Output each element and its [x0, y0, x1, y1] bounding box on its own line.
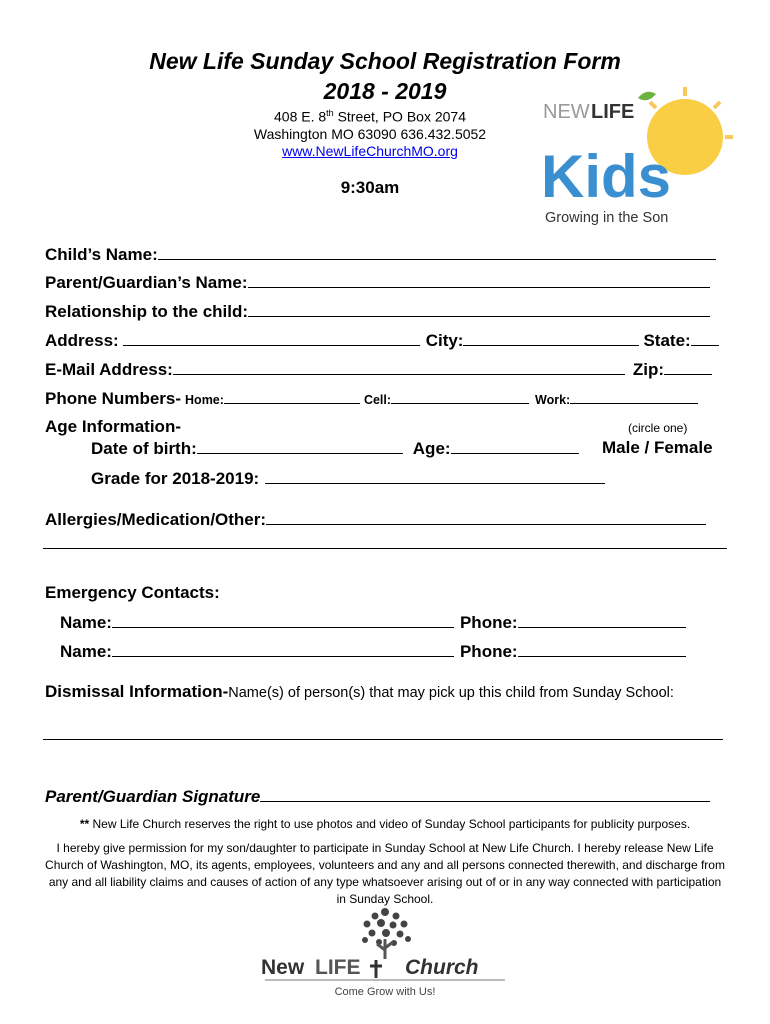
emergency-heading: Emergency Contacts:	[45, 583, 220, 602]
dob-field[interactable]	[197, 438, 403, 454]
home-label: Home:	[185, 393, 224, 407]
permission-text: I hereby give permission for my son/daughter to participate in Sunday School at New Life Church. I hereby release New Life Church of Washington, MO, its agents, employees, volunteers and any and all persons connected therewith, and discharge from any and all liability claims and causes of action of any type whatsoever arising out of or in any way connected with participation in Sunday School.	[45, 841, 725, 906]
church-logo-new: New	[261, 956, 305, 979]
street-address: 408 E. 8th Street, PO Box 2074	[274, 108, 466, 125]
emergency-contact-2	[60, 641, 686, 662]
signature-label: Parent/Guardian Signature	[45, 787, 261, 806]
email-field[interactable]	[173, 359, 625, 375]
dob-row	[91, 438, 579, 459]
signature-field[interactable]	[260, 786, 710, 802]
zip-label: Zip:	[632, 360, 664, 379]
city-field[interactable]	[463, 330, 639, 346]
logo-new: NEW	[543, 101, 590, 123]
form-title: New Life Sunday School Registration Form	[149, 48, 621, 74]
address-row	[45, 330, 719, 351]
dismissal-label: Dismissal Information-	[45, 682, 229, 701]
email-label: E-Mail Address:	[45, 360, 173, 379]
emergency-phone-1-field[interactable]	[518, 612, 686, 628]
allergies-label: Allergies/Medication/Other:	[45, 510, 267, 529]
circle-one-hint: (circle one)	[628, 421, 688, 435]
church-logo-graphic	[255, 904, 515, 1004]
church-logo-life: LIFE	[315, 956, 361, 979]
relationship-row	[45, 301, 710, 322]
signature-row	[45, 786, 710, 807]
new-life-church-logo	[255, 904, 515, 1004]
dob-label: Date of birth:	[91, 439, 197, 458]
emergency-phone-2-field[interactable]	[518, 641, 686, 657]
phone-row	[45, 388, 698, 409]
emergency-phone-1-label: Phone:	[459, 613, 518, 632]
emergency-phone-2-label: Phone:	[459, 642, 518, 661]
dismissal-row	[45, 682, 674, 702]
home-phone-field[interactable]	[224, 388, 360, 404]
kids-logo-graphic	[535, 82, 735, 232]
parent-name-field[interactable]	[248, 272, 710, 288]
work-phone-field[interactable]	[570, 388, 698, 404]
age-field[interactable]	[451, 438, 579, 454]
address-field[interactable]	[123, 330, 420, 346]
logo-kids: Kids	[541, 143, 672, 210]
cell-phone-field[interactable]	[391, 388, 529, 404]
website-link[interactable]: www.NewLifeChurchMO.org	[282, 143, 458, 159]
child-name-row	[45, 244, 716, 265]
gender-option[interactable]: Male / Female	[602, 438, 713, 457]
parent-name-row	[45, 272, 710, 293]
relationship-label: Relationship to the child:	[45, 302, 249, 321]
emergency-name-2-field[interactable]	[112, 641, 454, 657]
logo-life: LIFE	[591, 101, 635, 123]
allergies-extra-line[interactable]	[43, 548, 727, 549]
emergency-contact-1	[60, 612, 686, 633]
emergency-name-1-field[interactable]	[112, 612, 454, 628]
state-label: State:	[643, 331, 691, 350]
city-label: City:	[425, 331, 464, 350]
child-name-field[interactable]	[158, 244, 716, 260]
newlife-kids-logo	[535, 82, 735, 232]
logo-tagline: Growing in the Son	[545, 210, 669, 226]
allergies-row	[45, 509, 706, 530]
allergies-field[interactable]	[266, 509, 706, 525]
age-info-label: Age Information-	[45, 417, 181, 436]
email-row	[45, 359, 712, 380]
grade-field[interactable]	[265, 468, 605, 484]
grade-label: Grade for 2018-2019:	[91, 469, 260, 488]
address-label: Address:	[45, 331, 119, 350]
notice-stars: **	[79, 817, 90, 831]
dismissal-text: Name(s) of person(s) that may pick up this child from Sunday School:	[228, 685, 674, 701]
work-label: Work:	[535, 393, 571, 407]
parent-name-label: Parent/Guardian’s Name:	[45, 273, 248, 292]
church-logo-tagline: Come Grow with Us!	[334, 986, 436, 998]
age-label: Age:	[412, 439, 451, 458]
phone-numbers-label: Phone Numbers-	[45, 389, 182, 408]
dismissal-field[interactable]	[43, 739, 723, 740]
grade-row	[91, 468, 605, 489]
state-field[interactable]	[691, 330, 719, 346]
zip-field[interactable]	[664, 359, 712, 375]
class-time: 9:30am	[340, 178, 400, 197]
emergency-name-1-label: Name:	[60, 613, 112, 632]
relationship-field[interactable]	[248, 301, 710, 317]
emergency-name-2-label: Name:	[60, 642, 112, 661]
form-year: 2018 - 2019	[323, 78, 447, 104]
city-phone-line: Washington MO 63090 636.432.5052	[253, 126, 487, 142]
church-logo-church: Church	[405, 956, 479, 979]
child-name-label: Child’s Name:	[45, 245, 158, 264]
photo-notice: ** New Life Church reserves the right to use photos and video of Sunday School participants for publicity purposes.	[79, 817, 691, 831]
cell-label: Cell:	[363, 393, 392, 407]
